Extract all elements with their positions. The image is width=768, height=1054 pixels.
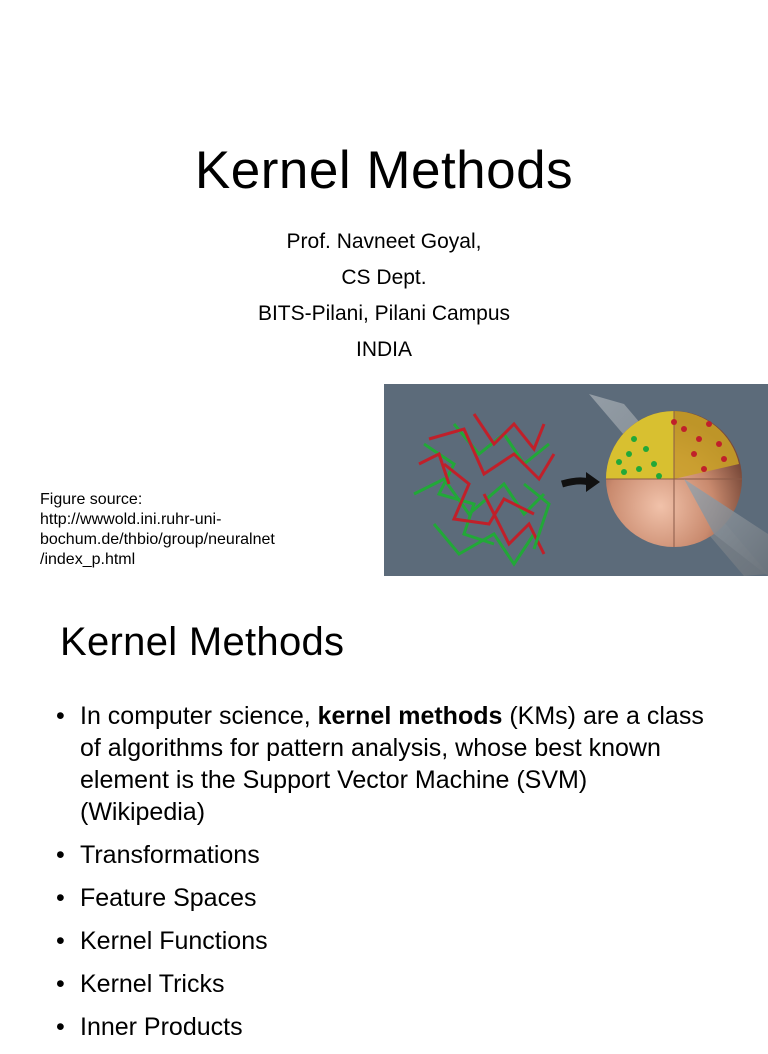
bullet-icon: • [56, 884, 65, 912]
input-space-points [414, 414, 554, 564]
figure-source-url-line: bochum.de/thbio/group/neuralnet [40, 531, 275, 548]
list-item [0, 839, 768, 871]
institution-line: BITS-Pilani, Pilani Campus [257, 302, 511, 325]
bullet-icon: • [56, 1013, 65, 1041]
content-slide [0, 590, 768, 1041]
list-item [0, 968, 768, 1000]
figure-source-url-line: /index_p.html [40, 551, 136, 568]
list-item [0, 925, 768, 957]
figure-source-label: Figure source: [40, 491, 143, 508]
bullet-list [0, 700, 768, 1054]
country-line: INDIA [355, 338, 412, 361]
kernel-mapping-illustration [384, 384, 768, 576]
slide-title: Kernel Methods [194, 141, 574, 200]
bullet-icon: • [56, 927, 65, 955]
figure-source-caption [40, 490, 340, 570]
kernel-mapping-figure [384, 384, 768, 576]
list-item [0, 1011, 768, 1043]
author-line: Prof. Navneet Goyal, [286, 230, 482, 253]
bullet-text: Transformations [80, 841, 260, 869]
figure-source-url-line: http://wwwold.ini.ruhr-uni- [40, 511, 222, 528]
bullet-text: Kernel Functions [80, 927, 268, 955]
department-line: CS Dept. [341, 266, 427, 289]
intro-text-bold: kernel methods [317, 702, 503, 730]
intro-text-after: (KMs) are a class of algorithms for pattern analysis, whose best known element is the Support Vector Machine (SVM) (Wikipedia) [80, 702, 704, 826]
mapping-arrow-icon [562, 481, 589, 484]
slide-subtitle [0, 224, 768, 368]
bullet-text: Inner Products [80, 1013, 243, 1041]
bullet-icon: • [56, 841, 65, 869]
intro-text-before: In computer science, [80, 702, 318, 730]
bullet-text: Feature Spaces [80, 884, 257, 912]
bullet-text: Kernel Tricks [80, 970, 225, 998]
list-item [0, 882, 768, 914]
slide-title: Kernel Methods [60, 620, 345, 664]
list-item [0, 700, 768, 828]
bullet-icon: • [56, 702, 65, 730]
bullet-icon: • [56, 970, 65, 998]
